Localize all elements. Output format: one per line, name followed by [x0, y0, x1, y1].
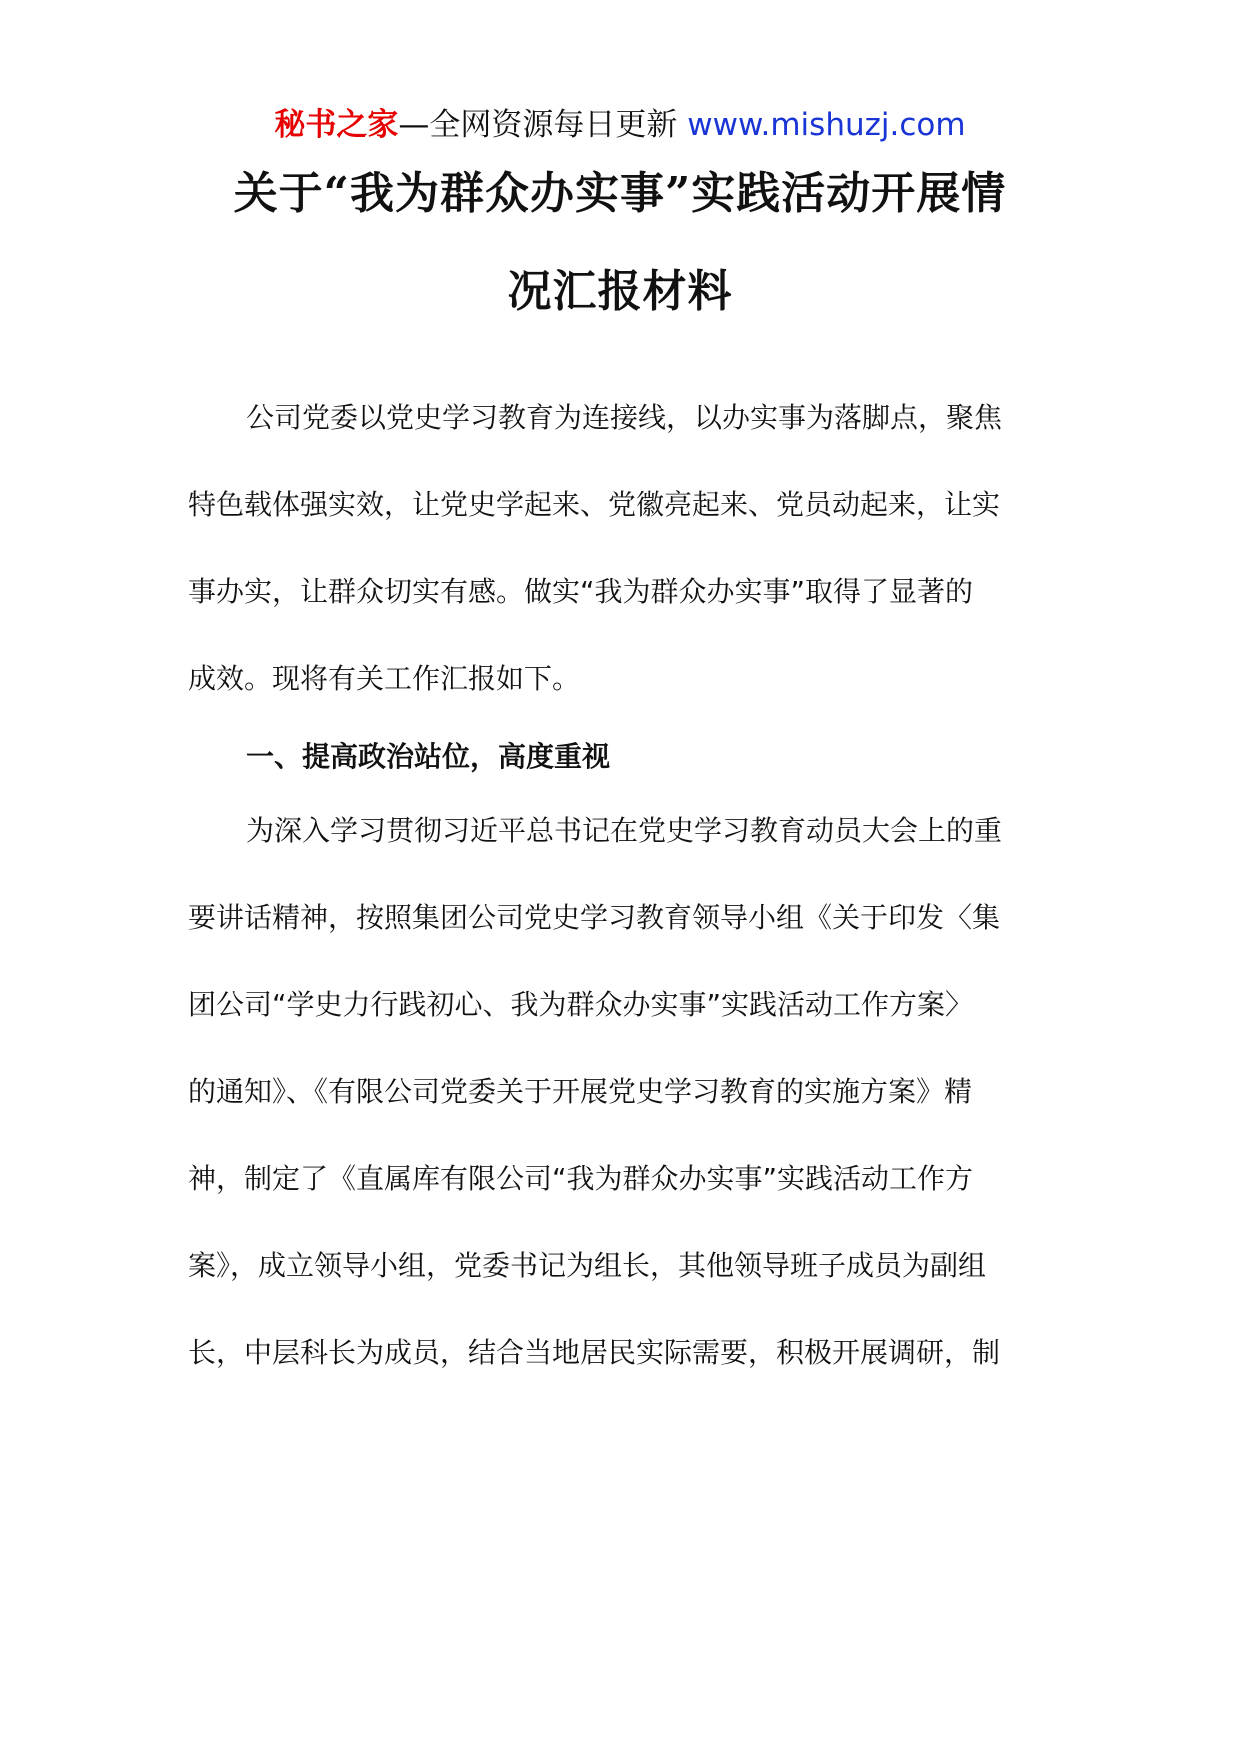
paragraph-1-line: 成效。现将有关工作汇报如下。	[188, 662, 581, 695]
document-title-line-1: 关于“我为群众办实事”实践活动开展情	[233, 168, 1007, 219]
paragraph-1-line: 事办实，让群众切实有感。做实“我为群众办实事”取得了显著的	[188, 575, 974, 608]
paragraph-2-line: 要讲话精神，按照集团公司党史学习教育领导小组《关于印发〈集	[188, 901, 1001, 934]
paragraph-2-line: 案》，成立领导小组，党委书记为组长，其他领导班子成员为副组	[188, 1249, 987, 1282]
site-url-link[interactable]: www.mishuzj.com	[687, 107, 966, 143]
site-header	[0, 100, 1240, 150]
paragraph-2-line: 的通知》、《有限公司党委关于开展党史学习教育的实施方案》精	[188, 1075, 973, 1108]
paragraph-1-line: 特色载体强实效，让党史学起来、党徽亮起来、党员动起来，让实	[188, 488, 1001, 521]
paragraph-2-line: 神，制定了《直属库有限公司“我为群众办实事”实践活动工作方	[188, 1162, 974, 1195]
paragraph-2-line: 为深入学习贯彻习近平总书记在党史学习教育动员大会上的重	[246, 814, 1003, 847]
site-brand: 秘书之家	[274, 107, 399, 143]
paragraph-1-line: 公司党委以党史学习教育为连接线，以办实事为落脚点，聚焦	[246, 401, 1003, 434]
document-title-line-2: 况汇报材料	[507, 266, 733, 317]
paragraph-2-line: 长，中层科长为成员，结合当地居民实际需要，积极开展调研，制	[188, 1336, 1001, 1369]
site-tagline: —全网资源每日更新	[398, 107, 688, 143]
section-1-heading: 一、提高政治站位，高度重视	[246, 740, 611, 773]
paragraph-2-line: 团公司“学史力行践初心、我为群众办实事”实践活动工作方案〉	[188, 988, 974, 1021]
